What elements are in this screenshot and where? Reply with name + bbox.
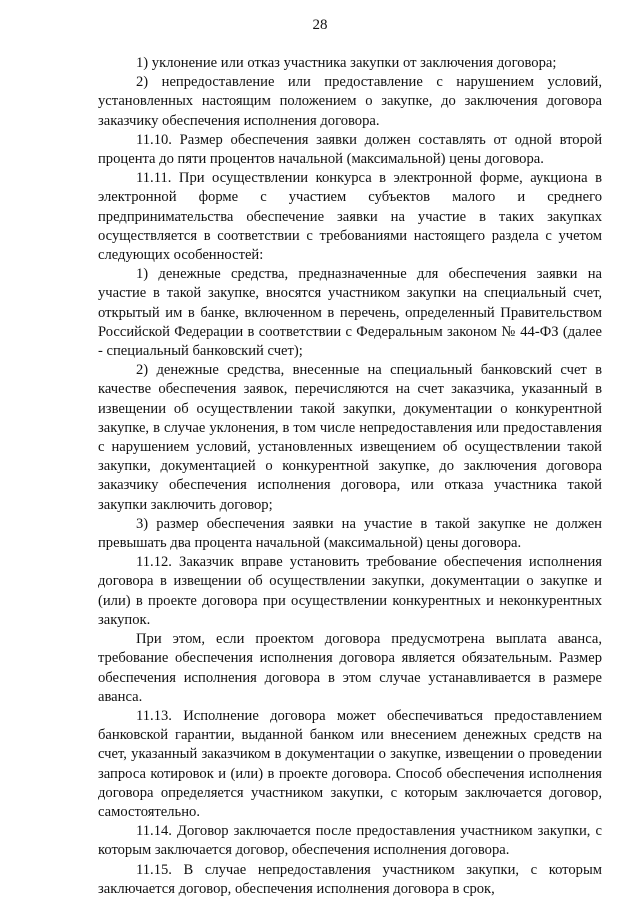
- list-item-evasion: 1) уклонение или отказ участника закупки от заключения договора;: [136, 55, 557, 71]
- clause-11-12: 11.12. Заказчик вправе установить требование обеспечения исполнения договора в извещении об осуществлении закупки, документации о закупке и (или) в проекте договора при осуществлении конкурентных и неконкурентных закупок.: [98, 554, 602, 628]
- list-item-special-account: 1) денежные средства, предназначенные для обеспечения заявки на участие в такой закупке, вносятся участником закупки на специальный счет, открытый им в банке, включенном в перечень, определенный Правительством Российской Федерации в соответствии с Федеральным законом № 44-ФЗ (далее - специальный банковский счет);: [98, 266, 602, 360]
- advance-payment-paragraph: При этом, если проектом договора предусмотрена выплата аванса, требование обеспечения исполнения договора является обязательным. Размер обеспечения исполнения договора в этом случае устанавливается в размере аванса.: [98, 631, 602, 705]
- clause-11-10: 11.10. Размер обеспечения заявки должен составлять от одной второй процента до пяти процентов начальной (максимальной) цены договора.: [98, 131, 602, 168]
- clause-11-11: 11.11. При осуществлении конкурса в электронной форме, аукциона в электронной форме с участием субъектов малого и среднего предпринимательства обеспечение заявки на участие в таких закупках осуществляется в соответствии с требованиями настоящего раздела с учетом следующих особенностей:: [98, 170, 602, 264]
- clause-11-15: 11.15. В случае непредоставления участником закупки, с которым заключается договор, обеспечения исполнения договора в срок,: [98, 861, 602, 897]
- clause-11-13: 11.13. Исполнение договора может обеспечиваться предоставлением банковской гарантии, выданной банком или внесением денежных средств на счет, указанный заказчиком в документации о закупке, извещении о проведении запроса котировок и (или) в проекте договора. Способ обеспечения исполнения договора определяется участником закупки, с которым заключается договор, самостоятельно.: [98, 707, 602, 820]
- document-body: [98, 54, 602, 899]
- list-item-max-size: 3) размер обеспечения заявки на участие в такой закупке не должен превышать два процента начальной (максимальной) цены договора.: [98, 515, 602, 552]
- list-item-transfer-funds: 2) денежные средства, внесенные на специальный банковский счет в качестве обеспечения заявок, перечисляются на счет заказчика, указанный в извещении об осуществлении такой закупки, документации о конкурентной закупке, в случае уклонения, в том числе непредоставления или предоставления с нарушением условий, установленных извещением об осуществлении такой закупки, документацией о конкурентной закупке, до заключения договора заказчику обеспечения исполнения договора, или отказа участника такой закупки заключить договор;: [98, 362, 602, 513]
- page-number: 28: [312, 17, 328, 33]
- list-item-non-provision: 2) непредоставление или предоставление с нарушением условий, установленных настоящим положением о закупке, до заключения договора заказчику обеспечения исполнения договора.: [98, 74, 602, 129]
- clause-11-14: 11.14. Договор заключается после предоставления участником закупки, с которым заключается договор, обеспечения исполнения договора.: [98, 823, 602, 859]
